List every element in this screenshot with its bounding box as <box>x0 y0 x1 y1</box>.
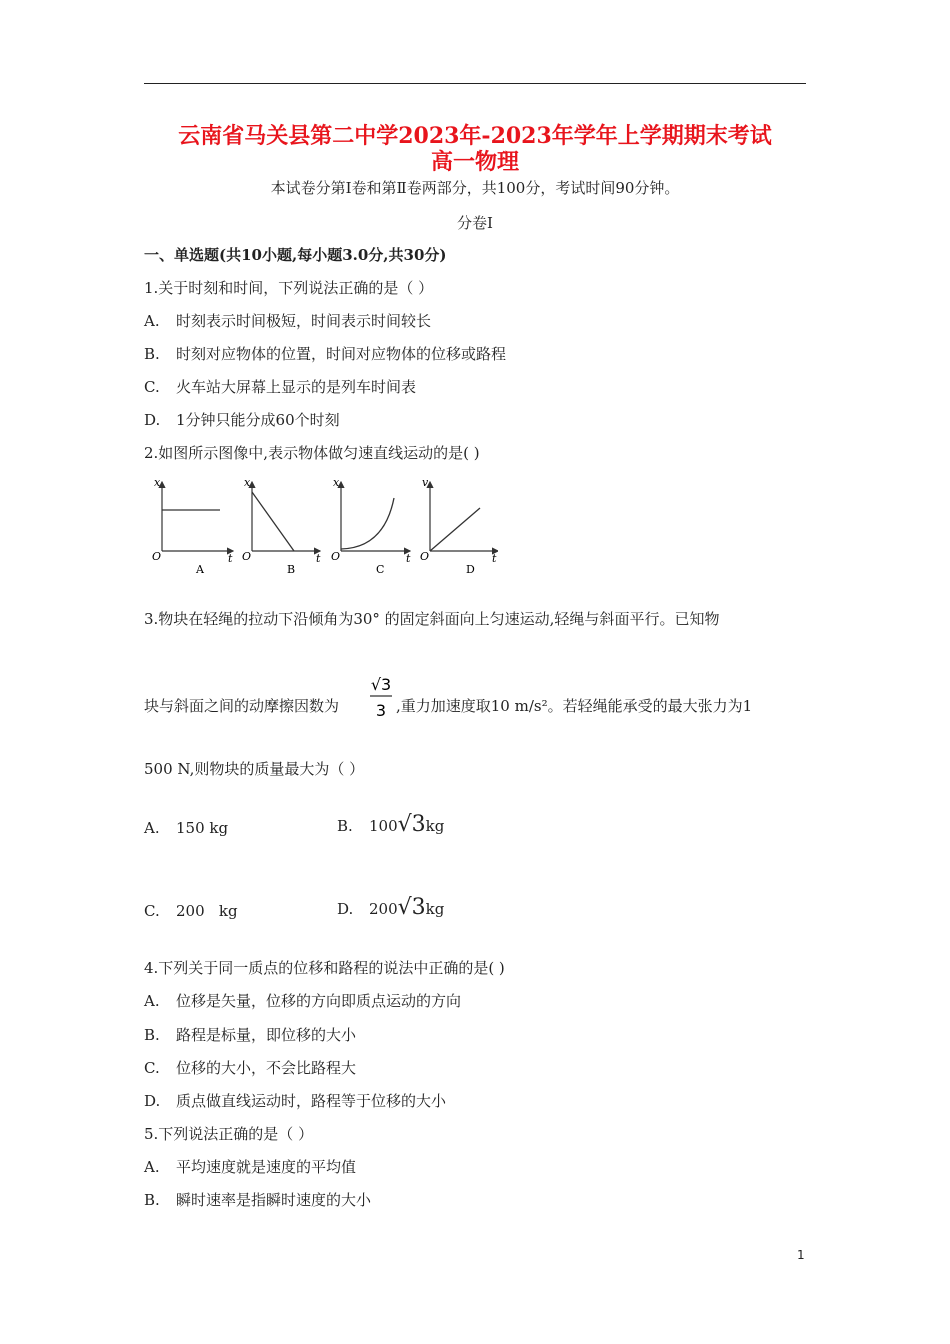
graph-c-curve <box>341 498 394 549</box>
q3-option-b: B. 100√3kg <box>337 812 445 837</box>
q3-option-d: D. 200√3kg <box>337 895 445 920</box>
q2-stem: 2.如图所示图像中,表示物体做匀速直线运动的是( ) <box>144 444 480 462</box>
q3-option-a: A. 150 kg <box>144 819 229 837</box>
q5-option-a: A. 平均速度就是速度的平均值 <box>144 1158 357 1176</box>
graph-c <box>331 476 411 576</box>
q4-option-b: B. 路程是标量，即位移的大小 <box>144 1026 357 1044</box>
graph-d-caption: D <box>466 563 475 576</box>
exam-subject: 高一物理 <box>430 149 519 175</box>
graph-a-caption: A <box>196 563 204 576</box>
graph-d-line <box>430 508 480 551</box>
q3-line3: 500 N,则物块的质量最大为（ ） <box>144 760 365 778</box>
graph-a-ylabel: x <box>154 476 161 489</box>
q2-graphs <box>148 476 498 581</box>
graph-b-xlabel: t <box>316 552 321 565</box>
page-number: 1 <box>797 1248 805 1262</box>
graph-b-ylabel: x <box>244 476 251 489</box>
q5-stem: 5.下列说法正确的是（ ） <box>144 1125 314 1143</box>
graph-a-xlabel: t <box>228 552 233 565</box>
q3-option-c: C. 200 kg <box>144 902 238 920</box>
graph-d-ylabel: v <box>422 476 429 489</box>
sqrt-symbol: √3 <box>397 895 426 920</box>
graph-c-ylabel: x <box>333 476 340 489</box>
graph-a-origin: O <box>152 550 162 563</box>
graph-b-caption: B <box>287 563 296 576</box>
graph-d-origin: O <box>420 550 430 563</box>
section-heading: 一、单选题(共10小题,每小题3.0分,共30分) <box>144 246 447 264</box>
graph-b-line <box>252 492 294 551</box>
graph-d <box>420 476 498 576</box>
q4-stem: 4.下列关于同一质点的位移和路程的说法中正确的是( ) <box>144 959 505 977</box>
graph-c-caption: C <box>376 563 385 576</box>
q1-option-b: B. 时刻对应物体的位置，时间对应物体的位移或路程 <box>144 345 507 363</box>
q4-option-c: C. 位移的大小，不会比路程大 <box>144 1059 357 1077</box>
q3-fraction <box>368 670 394 722</box>
graph-b <box>242 476 321 576</box>
exam-title: 云南省马关县第二中学2023年-2023年学年上学期期末考试 <box>178 123 772 149</box>
fraction-denominator: 3 <box>375 701 387 720</box>
graph-d-xlabel: t <box>492 552 497 565</box>
fraction-numerator: √3 <box>370 675 392 694</box>
q1-stem: 1.关于时刻和时间，下列说法正确的是（ ） <box>144 279 434 297</box>
q3-line1: 3.物块在轻绳的拉动下沿倾角为30° 的固定斜面向上匀速运动,轻绳与斜面平行。已知物 <box>144 610 720 628</box>
q5-option-b: B. 瞬时速率是指瞬时速度的大小 <box>144 1191 372 1209</box>
graph-a <box>152 476 233 576</box>
graph-b-origin: O <box>242 550 252 563</box>
header-rule <box>144 83 806 84</box>
graph-c-xlabel: t <box>406 552 411 565</box>
q3-line2-b: ,重力加速度取10 m/s²。若轻绳能承受的最大张力为1 <box>396 697 753 715</box>
q1-option-c: C. 火车站大屏幕上显示的是列车时间表 <box>144 378 417 396</box>
q1-option-d: D. 1分钟只能分成60个时刻 <box>144 411 340 429</box>
part-label: 分卷I <box>457 214 493 232</box>
graph-c-origin: O <box>331 550 341 563</box>
q4-option-d: D. 质点做直线运动时，路程等于位移的大小 <box>144 1092 447 1110</box>
exam-info: 本试卷分第Ⅰ卷和第Ⅱ卷两部分，共100分，考试时间90分钟。 <box>270 179 680 197</box>
q4-option-a: A. 位移是矢量，位移的方向即质点运动的方向 <box>144 992 462 1010</box>
sqrt-symbol: √3 <box>397 812 426 837</box>
q1-option-a: A. 时刻表示时间极短，时间表示时间较长 <box>144 312 432 330</box>
q3-line2-a: 块与斜面之间的动摩擦因数为 <box>144 697 340 715</box>
